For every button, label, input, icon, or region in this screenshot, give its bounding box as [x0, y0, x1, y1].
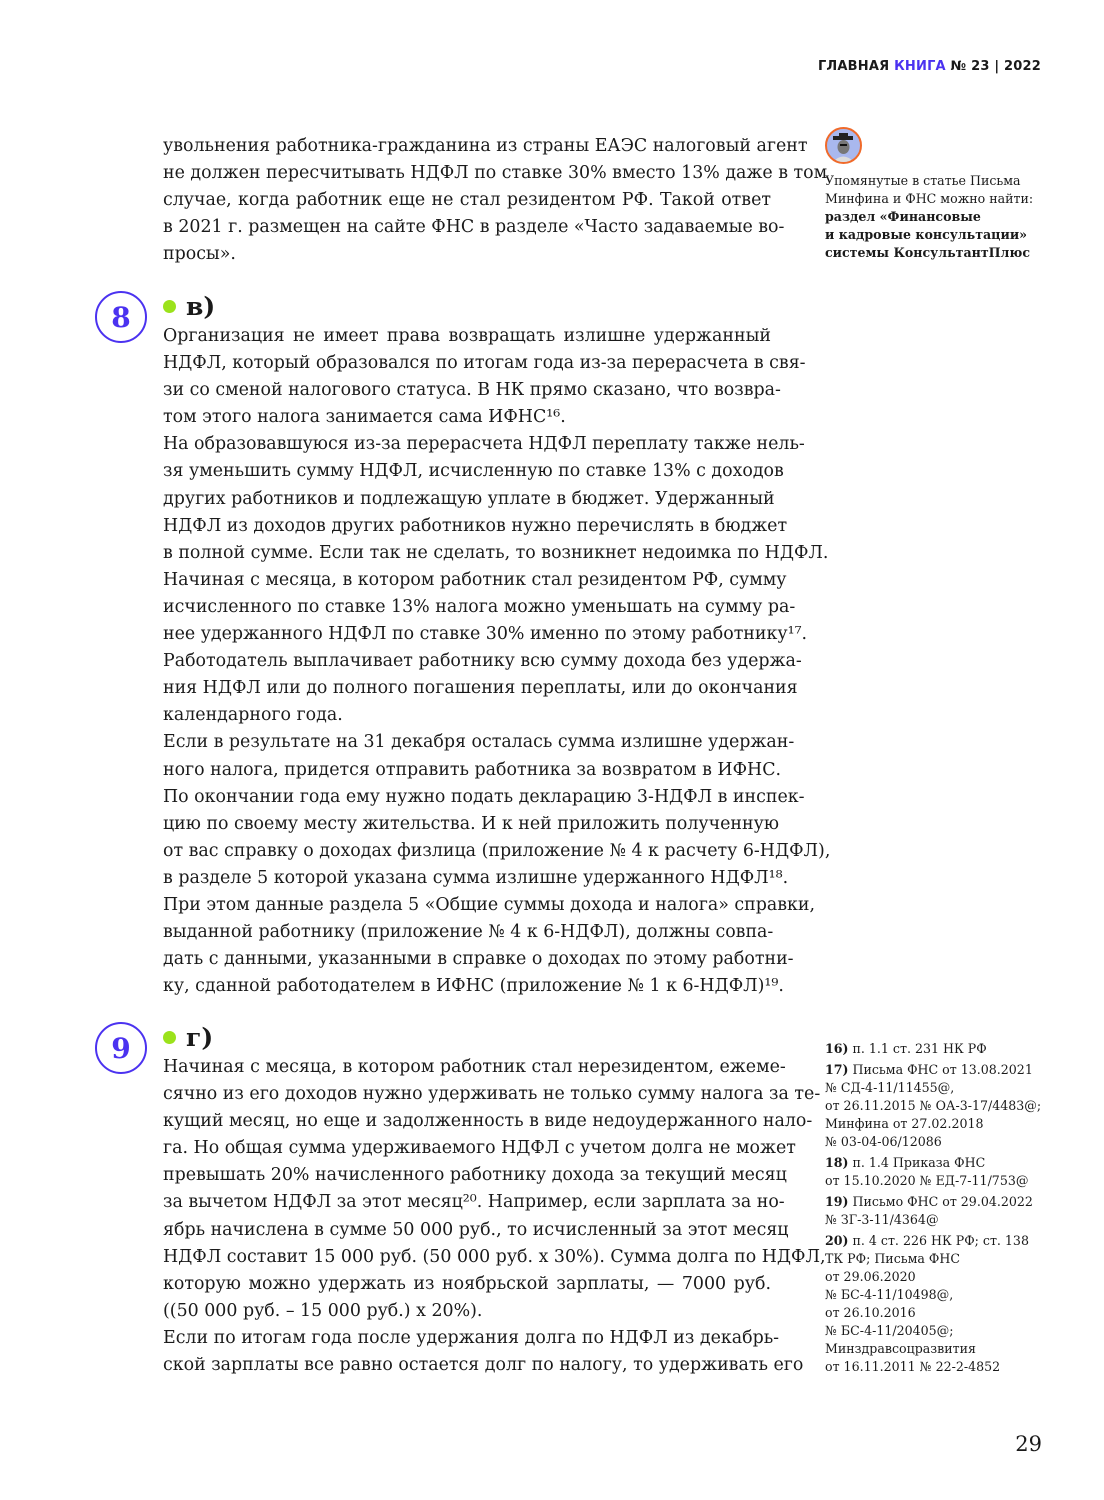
text-line: НДФЛ из доходов других работников нужно перечислять в бюджет: [163, 515, 788, 536]
footnote-line: [825, 1172, 1055, 1190]
footnote-number: 17): [825, 1062, 849, 1077]
text-line: НДФЛ составит 15 000 руб. (50 000 руб. х 30%). Сумма долга по НДФЛ,: [163, 1246, 826, 1267]
bullet-dot-icon: [163, 1031, 176, 1044]
footnote-text: Минздравсоцразвития: [825, 1341, 976, 1356]
footnote-line: [825, 1250, 1055, 1268]
brand-main: ГЛАВНАЯ: [817, 59, 890, 74]
footnote-line: [825, 1340, 1055, 1358]
footnote-line: [825, 1115, 1055, 1133]
footnote-number: 20): [825, 1233, 849, 1248]
footnote-line: [825, 1304, 1055, 1322]
footnote-text: Минфина от 27.02.2018: [825, 1116, 984, 1131]
text-line: за вычетом НДФЛ за этот месяц²⁰. Например, если зарплата за но-: [163, 1192, 785, 1213]
section-number-badge: [95, 291, 147, 343]
text-line: случае, когда работник еще не стал резидентом РФ. Такой ответ: [163, 190, 771, 211]
footnote-number: 19): [825, 1194, 849, 1209]
text-line: от вас справку о доходах физлица (приложение № 4 к расчету 6-НДФЛ),: [163, 840, 831, 861]
text-line: выданной работнику (приложение № 4 к 6-НДФЛ), должны совпа-: [163, 922, 774, 943]
footnote-text: от 29.06.2020: [825, 1269, 916, 1284]
text-line: НДФЛ, который образовался по итогам года из-за перерасчета в свя-: [163, 353, 806, 374]
text-line: ябрь начислена в сумме 50 000 руб., то исчисленный за этот месяц: [163, 1219, 789, 1240]
text-line: Организация не имеет права возвращать излишне удержанный: [163, 326, 771, 346]
footnote-text: п. 4 ст. 226 НК РФ; ст. 138: [852, 1233, 1029, 1248]
footnote-text: от 15.10.2020 № ЕД-7-11/753@: [825, 1173, 1029, 1188]
text-line: превышать 20% начисленного работнику дохода за текущий месяц: [163, 1165, 787, 1186]
text-line: сячно из его доходов нужно удерживать не только сумму налога за те-: [163, 1084, 821, 1105]
text-line: Если в результате на 31 декабря осталась сумма излишне удержан-: [163, 732, 795, 753]
text-line: в 2021 г. размещен на сайте ФНС в разделе «Часто задаваемые во-: [163, 217, 785, 238]
footnote: [825, 1154, 1055, 1190]
footnote-line: [825, 1232, 1055, 1250]
footnote-line: [825, 1079, 1055, 1097]
text-line: дать с данными, указанными в справке о доходах по этому работни-: [163, 949, 794, 970]
footnotes: [825, 1040, 1055, 1379]
text-line: зя уменьшить сумму НДФЛ, исчисленную по ставке 13% с доходов: [163, 461, 784, 482]
text-line: ния НДФЛ или до полного погашения переплаты, или до окончания: [163, 678, 798, 699]
source-line: раздел «Финансовые: [825, 209, 981, 224]
footnote-line: [825, 1154, 1055, 1172]
text-line: календарного года.: [163, 705, 343, 726]
bullet-dot-icon: [163, 300, 176, 313]
text-line: По окончании года ему нужно подать декларацию 3-НДФЛ в инспек-: [163, 786, 805, 807]
text-line: га. Но общая сумма удерживаемого НДФЛ с учетом долга не может: [163, 1138, 796, 1159]
footnote-line: [825, 1061, 1055, 1079]
footnote-text: от 26.10.2016: [825, 1305, 916, 1320]
text-line: При этом данные раздела 5 «Общие суммы дохода и налога» справки,: [163, 894, 815, 915]
section-heading: [163, 292, 215, 321]
footnote-line: [825, 1358, 1055, 1376]
footnote: [825, 1061, 1055, 1151]
footnote: [825, 1193, 1055, 1229]
text-line: просы».: [163, 244, 236, 265]
footnote-line: [825, 1133, 1055, 1151]
footnote-text: № 03-04-06/12086: [825, 1134, 942, 1149]
footnote-text: № СД-4-11/11455@,: [825, 1080, 955, 1095]
text-line: не должен пересчитывать НДФЛ по ставке 30% вместо 13% даже в том: [163, 163, 828, 184]
text-line: других работников и подлежащую уплате в бюджет. Удержанный: [163, 488, 775, 509]
section-number: 9: [111, 1031, 131, 1065]
section-letter: в): [186, 292, 216, 321]
text-line: ской зарплаты все равно остается долг по налогу, то удерживать его: [163, 1355, 804, 1376]
footnote-number: 18): [825, 1155, 849, 1170]
section-number-badge: [95, 1022, 147, 1074]
footnote: [825, 1232, 1055, 1376]
footnote-text: № БС-4-11/20405@;: [825, 1323, 954, 1338]
section-letter: г): [186, 1023, 214, 1052]
footnote-line: [825, 1211, 1055, 1229]
footnote-text: Письмо ФНС от 29.04.2022: [852, 1194, 1033, 1209]
footnote-text: от 16.11.2011 № 22-2-4852: [825, 1359, 1001, 1374]
footnote-line: [825, 1322, 1055, 1340]
section-body: [163, 1054, 826, 1379]
section-body: [163, 323, 831, 1000]
text-line: цию по своему месту жительства. И к ней приложить полученную: [163, 813, 779, 834]
footnote-line: [825, 1040, 1055, 1058]
text-line: том этого налога занимается сама ИФНС¹⁶.: [163, 407, 566, 428]
intro-paragraph: [163, 133, 828, 268]
footnote-line: [825, 1286, 1055, 1304]
footnote-text: № БС-4-11/10498@,: [825, 1287, 954, 1302]
text-line: ку, сданной работодателем в ИФНС (приложение № 1 к 6-НДФЛ)¹⁹.: [163, 976, 784, 997]
text-line: исчисленного по ставке 13% налога можно уменьшать на сумму ра-: [163, 596, 796, 617]
text-line: увольнения работника-гражданина из страны ЕАЭС налоговый агент: [163, 136, 808, 156]
note-line: Минфина и ФНС можно найти:: [825, 191, 1034, 206]
source-line: системы КонсультантПлюс: [825, 245, 1031, 260]
text-line: нее удержанного НДФЛ по ставке 30% именно по этому работнику¹⁷.: [163, 624, 808, 645]
text-line: ного налога, придется отправить работника за возвратом в ИФНС.: [163, 759, 782, 780]
footnote-line: [825, 1097, 1055, 1115]
text-line: кущий месяц, но еще и задолженность в виде недоудержанного нало-: [163, 1111, 813, 1132]
expert-avatar-icon: [825, 127, 862, 164]
text-line: зи со сменой налогового статуса. В НК прямо сказано, что возвра-: [163, 380, 781, 401]
text-line: Если по итогам года после удержания долга по НДФЛ из декабрь-: [163, 1327, 780, 1348]
footnote-text: № ЗГ-3-11/4364@: [825, 1212, 939, 1227]
source-line: и кадровые консультации»: [825, 227, 1028, 242]
page-number: 29: [1015, 1432, 1042, 1456]
text-line: в полной сумме. Если так не сделать, то возникнет недоимка по НДФЛ.: [163, 542, 829, 563]
footnote-text: п. 1.1 ст. 231 НК РФ: [852, 1041, 987, 1056]
footnote-text: от 26.11.2015 № ОА-3-17/4483@;: [825, 1098, 1042, 1113]
text-line: Работодатель выплачивает работнику всю сумму дохода без удержа-: [163, 651, 802, 672]
issue-number: № 23 | 2022: [950, 59, 1041, 74]
sidebar-note: [825, 172, 1055, 262]
running-header: [818, 59, 1041, 74]
footnote-text: Письма ФНС от 13.08.2021: [852, 1062, 1033, 1077]
footnote-number: 16): [825, 1041, 849, 1056]
footnote-text: п. 1.4 Приказа ФНС: [852, 1155, 986, 1170]
text-line: На образовавшуюся из-за перерасчета НДФЛ переплату также нель-: [163, 434, 805, 455]
footnote-line: [825, 1193, 1055, 1211]
text-line: Начиная с месяца, в котором работник стал резидентом РФ, сумму: [163, 569, 787, 590]
text-line: ((50 000 руб. – 15 000 руб.) х 20%).: [163, 1300, 483, 1321]
footnote: [825, 1040, 1055, 1058]
note-line: Упомянутые в статье Письма: [825, 173, 1021, 188]
text-line: Начиная с месяца, в котором работник стал нерезидентом, ежеме-: [163, 1057, 786, 1077]
footnote-line: [825, 1268, 1055, 1286]
section-heading: [163, 1023, 213, 1052]
brand-accent: КНИГА: [894, 59, 946, 74]
section-number: 8: [111, 300, 131, 334]
text-line: в разделе 5 которой указана сумма излишне удержанного НДФЛ¹⁸.: [163, 867, 789, 888]
footnote-text: ТК РФ; Письма ФНС: [825, 1251, 960, 1266]
text-line: которую можно удержать из ноябрьской зарплаты, — 7000 руб.: [163, 1273, 771, 1294]
